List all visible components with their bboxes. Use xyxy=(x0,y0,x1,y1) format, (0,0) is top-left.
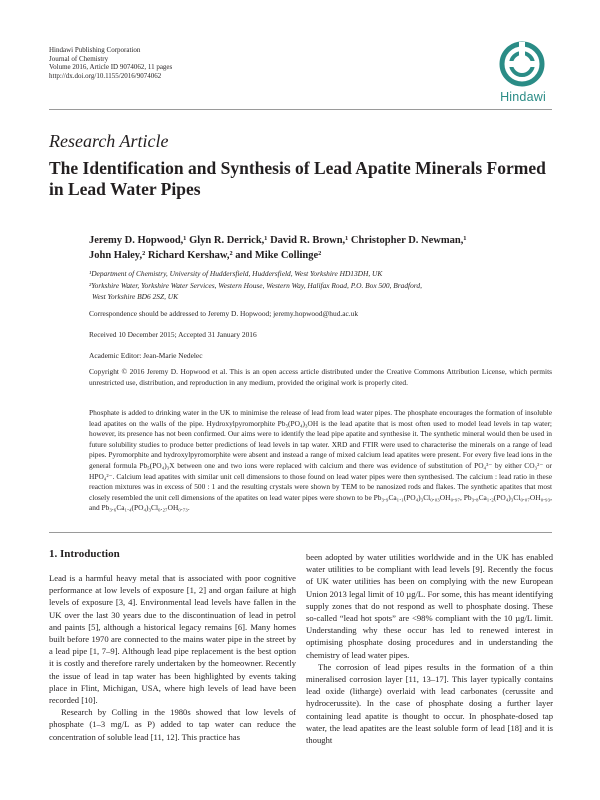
article-type: Research Article xyxy=(49,131,169,151)
affiliation-1: ¹Department of Chemistry, University of Huddersfield, Huddersfield, West Yorkshire HD13DH, UK xyxy=(89,269,383,278)
journal-metadata xyxy=(49,46,172,80)
abstract-divider xyxy=(49,532,552,533)
affiliations xyxy=(89,268,551,303)
affiliation-2: ²Yorkshire Water, Yorkshire Water Services, Western House, Western Way, Halifax Road, P.O. Box 500, Bradford, xyxy=(89,280,422,290)
journal-name: Journal of Chemistry xyxy=(49,54,109,63)
author-list xyxy=(89,233,551,263)
authors-line-1: Jeremy D. Hopwood,¹ Glyn R. Derrick,¹ David R. Brown,¹ Christopher D. Newman,¹ xyxy=(89,235,467,246)
header-divider xyxy=(49,109,552,110)
affiliation-3: West Yorkshire BD6 2SZ, UK xyxy=(92,292,179,301)
paragraph: Research by Colling in the 1980s showed that low levels of phosphate (1–3 mg/L as P) added to tap water can reduce the concentration of soluble lead [11, 12]. This practice has xyxy=(49,707,296,742)
received-dates: Received 10 December 2015; Accepted 31 January 2016 xyxy=(89,330,257,339)
paper-title: The Identification and Synthesis of Lead Apatite Minerals Formed in Lead Water Pipes xyxy=(49,158,546,199)
section-heading: 1. Introduction xyxy=(49,548,120,560)
left-column xyxy=(49,572,296,743)
right-column xyxy=(306,551,553,746)
correspondence: Correspondence should be addressed to Jeremy D. Hopwood; jeremy.hopwood@hud.ac.uk xyxy=(89,309,359,318)
paragraph: The corrosion of lead pipes results in the formation of a thin mineralised corrosion layer [11, 13–17]. This layer typically contains lead oxide (litharge) overlaid with lead carbonates (cerussite and hydrocerussite). In the case of phosphate dosing a further layer containing lead apatite is thought to occur. In phosphate-dosed tap water, the lead apatites are the least soluble form of lead [18] and it is thought xyxy=(306,661,553,746)
abstract: Phosphate is added to drinking water in the UK to minimise the release of lead from lead water pipes. The phosphate encourages the formation of insoluble lead apatites on the walls of the pipe. Hydroxylpyromorphite Pb₅(PO₄)₃OH is the lead apatite that is most often used to model lead levels in tap water; however, its presence has not been confirmed. Our aims were to identify the lead pipe apatite and synthesise it. The synthetic mineral would then be used in future solubility studies to produce better predictions of lead levels in tap water. XRD and FTIR were used to characterise the minerals on a range of lead pipes. Pyromorphite and hydroxylpyromorphite were absent and instead a range of mixed calcium lead apatites were present. For every five lead ions in the general formula Pb₅(PO₄)₃X between one and two ions were replaced with calcium and there was evidence of substitution of PO₄³⁻ by either CO₃²⁻ or HPO₄²⁻. Calcium lead apatites with similar unit cell dimensions to those found on lead water pipes were then synthesised. The calcium : lead ratio in these reaction mixtures was in excess of 500 : 1 and the resulting crystals were shown by TEM to be nanosized rods and flakes. The synthetic apatites that most closely resembled the unit cell dimensions of the apatites on lead water pipes were shown to be Pb₃.₉Ca₁.₁(PO₄)₃Cl₀.₀₃OH₀.₉₇, Pb₃.₈Ca₁.₂(PO₄)₃Cl₀.₀₇OH₀.₉₃, and Pb₃.₆Ca₁.₄(PO₄)₃Cl₀.₂₇OH₀.₇₃. xyxy=(89,408,552,513)
academic-editor: Academic Editor: Jean-Marie Nedelec xyxy=(89,351,203,360)
copyright-license: Copyright © 2016 Jeremy D. Hopwood et al. This is an open access article distributed under the Creative Commons Attribution License, which permits unrestricted use, distribution, and reproduction in any medium, provided the original work is properly cited. xyxy=(89,367,552,387)
doi-link[interactable]: http://dx.doi.org/10.1155/2016/9074062 xyxy=(49,71,162,80)
paragraph: been adopted by water utilities worldwide and in the UK has enabled water utilities to be compliant with lead levels [9]. Recently the focus of UK water utilities has been on complying with the new European Union 2013 legal limit of 10 µg/L. For some, this has meant identifying supply zones that do not respond as well to phosphate dosing. These so-called “lead hot spots” are <98% compliant with the 10 µg/L limit. Understanding why these occur has led to renewed interest in optimising phosphate dosing procedures and in understanding the chemistry of lead water pipes. xyxy=(306,552,553,660)
publisher-name: Hindawi Publishing Corporation xyxy=(49,46,141,54)
volume-info: Volume 2016, Article ID 9074062, 11 pages xyxy=(49,63,173,72)
authors-line-2: John Haley,² Richard Kershaw,² and Mike Collinge² xyxy=(89,250,322,261)
hindawi-logo-text: Hindawi xyxy=(500,90,546,104)
paragraph: Lead is a harmful heavy metal that is associated with poor cognitive performance at low levels of exposure [1, 2] and organ failure at high levels of exposure [3, 4]. Environmental lead levels have fallen in the UK over the last 30 years due to the discontinuation of lead in petrol and paints [5], although a historical legacy remains [6]. Many homes built before 1970 are connected to the mains water pipe in the street by a lead pipe [1, 7–9]. Although lead pipe replacement is the best option it is costly and therefore rarely undertaken by the homeowner. Recently the issue of lead in tap water has been highlighted by events taking place in Flint, Michigan, USA, where high levels of lead have been recorded [10]. xyxy=(49,573,296,706)
